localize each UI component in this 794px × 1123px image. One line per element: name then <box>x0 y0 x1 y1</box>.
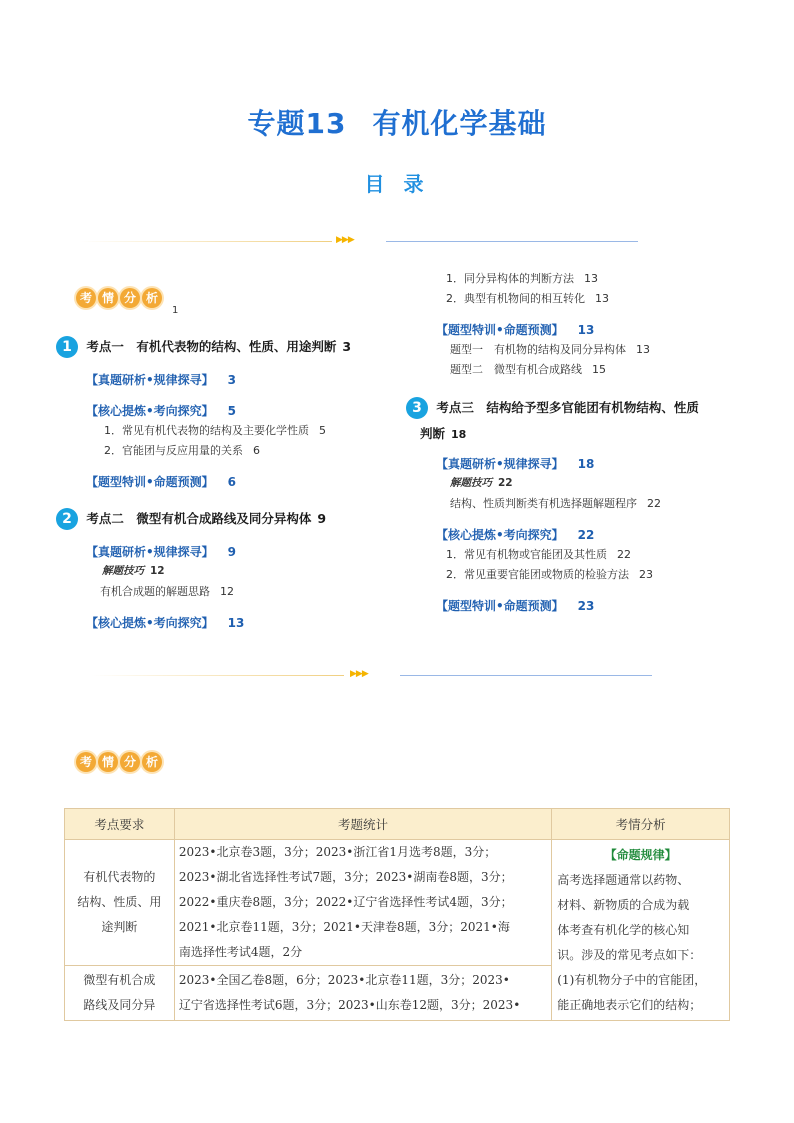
page-number: 6 <box>227 475 237 489</box>
badge-char: 情 <box>98 288 118 308</box>
page-number: 3 <box>342 339 352 354</box>
page-number: 13 <box>227 616 245 630</box>
toc-sec2-subsection-2[interactable] <box>86 614 244 631</box>
toc-section-1[interactable] <box>56 336 351 358</box>
badge-char: 析 <box>142 752 162 772</box>
toc-item[interactable] <box>446 546 631 562</box>
badge-page-number: 1 <box>172 305 179 316</box>
column-header: 考点要求 <box>65 809 175 840</box>
cell-line: 体考查有机化学的核心知 <box>557 922 690 937</box>
divider-bottom-left <box>92 675 344 676</box>
page-number: 12 <box>150 565 165 577</box>
page-number: 13 <box>636 343 650 356</box>
page-number: 13 <box>595 292 609 305</box>
item-label: 题型二 微型有机合成路线 <box>450 363 582 376</box>
page-number: 23 <box>639 568 653 581</box>
requirement-cell <box>65 966 175 1021</box>
item-label: 2．典型有机物间的相互转化 <box>446 292 585 305</box>
badge-char: 情 <box>98 752 118 772</box>
toc-sec3-subsection-1[interactable] <box>436 455 594 472</box>
subsection-label: 【真题研析•规律探寻】 <box>86 373 214 387</box>
cell-line: 南选择性考试4题，2分 <box>178 945 303 959</box>
item-label: 有机合成题的解题思路 <box>100 585 210 598</box>
divider-bottom-right <box>400 675 652 676</box>
page-number: 12 <box>220 585 234 598</box>
cell-line: 有机代表物的 <box>83 870 156 884</box>
page-number: 3 <box>227 373 237 387</box>
title-topic-name: 有机化学基础 <box>372 107 547 140</box>
cell-line: 2021•北京卷11题，3分；2021•天津卷8题，3分；2021•海 <box>178 920 510 934</box>
triple-arrow-icon: ▶▶▶ <box>350 669 368 679</box>
cell-line: 2023•湖北省选择性考试7题，3分；2023•湖南卷8题，3分； <box>178 870 513 884</box>
toc-tech[interactable] <box>450 475 513 490</box>
cell-line: 结构、性质、用 <box>77 895 162 909</box>
subsection-label: 【真题研析•规律探寻】 <box>86 545 214 559</box>
statistics-cell <box>174 840 551 966</box>
page-title <box>0 102 794 142</box>
toc-item[interactable] <box>446 566 653 582</box>
toc-item[interactable] <box>446 290 609 306</box>
cell-line: 2023•北京卷3题，3分；2023•浙江省1月选考8题，3分； <box>178 845 497 859</box>
column-header: 考情分析 <box>552 809 730 840</box>
cell-line: (1)有机物分子中的官能团， <box>557 972 707 987</box>
cell-line: 路线及同分异 <box>83 998 156 1012</box>
badge-exam-analysis <box>76 752 162 772</box>
toc-sec3-subsection-2[interactable] <box>436 526 594 543</box>
page-number: 22 <box>498 477 513 489</box>
exam-stats-table <box>64 808 730 1021</box>
page-number: 23 <box>577 599 595 613</box>
cell-line: 能正确地表示它们的结构； <box>557 997 702 1012</box>
page-number: 22 <box>617 548 631 561</box>
toc-sec2-subsection-3[interactable] <box>436 321 594 338</box>
page-number: 5 <box>319 424 326 437</box>
divider-top-right <box>386 241 638 242</box>
subsection-label: 【题型特训•命题预测】 <box>86 475 214 489</box>
column-header: 考题统计 <box>174 809 551 840</box>
toc-sec1-subsection-2[interactable] <box>86 402 236 419</box>
toc-sec1-subsection-3[interactable] <box>86 473 236 490</box>
toc-item[interactable] <box>104 442 260 458</box>
page-number: 18 <box>577 457 595 471</box>
cell-line: 辽宁省选择性考试6题，3分；2023•山东卷12题，3分；2023• <box>178 998 521 1012</box>
subsection-label: 【题型特训•命题预测】 <box>436 599 564 613</box>
cell-line: 途判断 <box>101 920 138 934</box>
badge-exam-analysis <box>76 288 162 308</box>
analysis-cell <box>552 840 730 1021</box>
section-label: 考点二 微型有机合成路线及同分异构体 <box>86 511 312 526</box>
item-label: 结构、性质判断类有机选择题解题程序 <box>450 497 637 510</box>
page-number: 9 <box>317 511 327 526</box>
page-number: 15 <box>592 363 606 376</box>
cell-line: 2023•全国乙卷8题，6分；2023•北京卷11题，3分；2023• <box>178 973 510 987</box>
divider-top-left <box>80 241 332 242</box>
cell-line: 高考选择题通常以药物、 <box>557 872 690 887</box>
cell-line: 识。涉及的常见考点如下： <box>557 947 702 962</box>
numbered-circle-icon: 3 <box>406 397 428 419</box>
item-label: 题型一 有机物的结构及同分异构体 <box>450 343 626 356</box>
page-number: 13 <box>584 272 598 285</box>
toc-section-3-cont[interactable] <box>420 424 466 442</box>
tech-label: 解题技巧 <box>102 565 144 577</box>
item-label: 2．官能团与反应用量的关系 <box>104 444 243 457</box>
table-row <box>65 840 730 966</box>
cell-line: 微型有机合成 <box>83 973 156 987</box>
toc-section-3[interactable] <box>406 397 699 419</box>
toc-item[interactable] <box>450 341 650 357</box>
page-number: 9 <box>227 545 237 559</box>
requirement-cell <box>65 840 175 966</box>
badge-char: 分 <box>120 288 140 308</box>
cell-line: 2022•重庆卷8题，3分；2022•辽宁省选择性考试4题，3分； <box>178 895 513 909</box>
toc-sec1-subsection-1[interactable] <box>86 371 236 388</box>
item-label: 1．常见有机代表物的结构及主要化学性质 <box>104 424 309 437</box>
toc-heading: 目 录 <box>364 172 430 196</box>
item-label: 1．同分异构体的判断方法 <box>446 272 574 285</box>
page-number: 6 <box>253 444 260 457</box>
tech-label: 解题技巧 <box>450 477 492 489</box>
subsection-label: 【题型特训•命题预测】 <box>436 323 564 337</box>
subsection-label: 【核心提炼•考向探究】 <box>86 404 214 418</box>
item-label: 2．常见重要官能团或物质的检验方法 <box>446 568 629 581</box>
page-number: 22 <box>577 528 595 542</box>
triple-arrow-icon: ▶▶▶ <box>336 235 354 245</box>
statistics-cell <box>174 966 551 1021</box>
toc-sec3-subsection-3[interactable] <box>436 597 594 614</box>
toc-item[interactable] <box>100 583 234 599</box>
subsection-label: 【核心提炼•考向探究】 <box>436 528 564 542</box>
toc-item[interactable] <box>446 270 598 286</box>
item-label: 1．常见有机物或官能团及其性质 <box>446 548 607 561</box>
page-number: 5 <box>227 404 237 418</box>
numbered-circle-icon: 1 <box>56 336 78 358</box>
toc-sec2-subsection-1[interactable] <box>86 543 236 560</box>
page-number: 18 <box>451 428 467 441</box>
table-header-row <box>65 809 730 840</box>
page-number: 22 <box>647 497 661 510</box>
numbered-circle-icon: 2 <box>56 508 78 530</box>
badge-char: 考 <box>76 288 96 308</box>
toc-item[interactable] <box>450 361 606 377</box>
section-label: 考点三 结构给予型多官能团有机物结构、性质 <box>436 400 699 415</box>
analysis-heading: 【命题规律】 <box>604 847 677 862</box>
toc-item[interactable] <box>104 422 326 438</box>
subsection-label: 【真题研析•规律探寻】 <box>436 457 564 471</box>
title-topic-number: 专题13 <box>247 107 347 140</box>
section-label-cont: 判断 <box>420 426 446 441</box>
badge-char: 分 <box>120 752 140 772</box>
page-number: 13 <box>577 323 595 337</box>
section-label: 考点一 有机代表物的结构、性质、用途判断 <box>86 339 337 354</box>
badge-char: 析 <box>142 288 162 308</box>
badge-char: 考 <box>76 752 96 772</box>
toc-item[interactable] <box>450 495 661 511</box>
toc-section-2[interactable] <box>56 508 326 530</box>
cell-line: 材料、新物质的合成为载 <box>557 897 690 912</box>
subsection-label: 【核心提炼•考向探究】 <box>86 616 214 630</box>
toc-tech[interactable] <box>102 563 165 578</box>
